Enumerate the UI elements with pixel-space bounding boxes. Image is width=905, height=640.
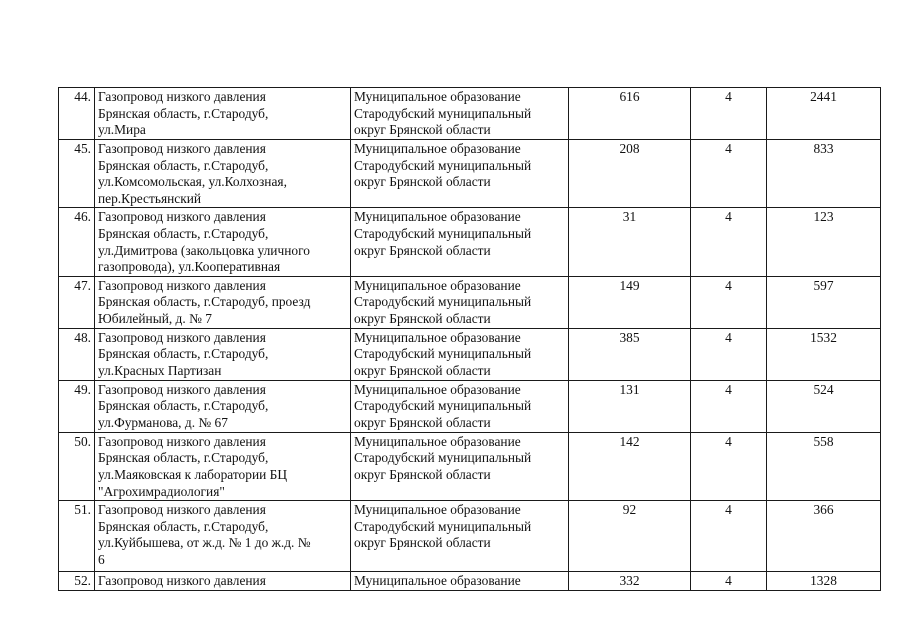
owner-line: округ Брянской области <box>354 174 491 190</box>
row-number: 46. <box>74 209 91 225</box>
row-number-cell <box>59 432 95 500</box>
object-name-cell <box>95 208 351 276</box>
diameter-value: 4 <box>725 89 732 104</box>
length-cell <box>569 501 691 572</box>
owner-line: округ Брянской области <box>354 535 491 551</box>
owner-line: Муниципальное образование <box>354 329 521 345</box>
length-cell <box>569 432 691 500</box>
area-cell <box>767 276 881 328</box>
length-value: 616 <box>619 89 640 104</box>
row-number-cell <box>59 140 95 208</box>
diameter-cell <box>691 501 767 572</box>
table-body <box>59 88 881 591</box>
object-name-line: "Агрохимрадиология" <box>98 483 225 499</box>
area-value: 366 <box>813 502 834 518</box>
length-value: 142 <box>619 433 640 449</box>
owner-cell <box>351 501 569 572</box>
row-number: 45. <box>74 141 91 156</box>
area-value: 597 <box>813 277 834 293</box>
diameter-cell <box>691 328 767 380</box>
row-number-cell <box>59 572 95 591</box>
object-name-line: ул.Красных Партизан <box>98 362 222 378</box>
object-name-line: газопровода), ул.Кооперативная <box>98 259 281 275</box>
owner-line: Муниципальное образование <box>354 573 521 589</box>
diameter-value: 4 <box>725 141 732 156</box>
owner-line: округ Брянской области <box>354 122 491 138</box>
owner-line: Муниципальное образование <box>354 381 521 397</box>
object-name-line: Газопровод низкого давления <box>98 381 266 397</box>
object-name-line: Газопровод низкого давления <box>98 141 266 156</box>
row-number-cell <box>59 328 95 380</box>
area-cell <box>767 208 881 276</box>
row-number: 49. <box>74 381 91 397</box>
row-number-cell <box>59 276 95 328</box>
object-name-line: Газопровод низкого давления <box>98 277 266 293</box>
length-cell <box>569 276 691 328</box>
row-number-cell <box>59 380 95 432</box>
row-number: 52. <box>74 573 91 589</box>
row-number: 50. <box>74 433 91 449</box>
owner-line: Стародубский муниципальный <box>354 450 532 466</box>
owner-line: Стародубский муниципальный <box>354 346 532 362</box>
row-number-cell <box>59 208 95 276</box>
owner-line: округ Брянской области <box>354 466 491 482</box>
owner-line: округ Брянской области <box>354 242 491 258</box>
object-name-cell <box>95 328 351 380</box>
object-name-cell <box>95 432 351 500</box>
owner-line: Муниципальное образование <box>354 141 521 156</box>
area-value: 2441 <box>810 89 837 104</box>
diameter-cell <box>691 140 767 208</box>
length-value: 332 <box>619 573 640 589</box>
length-cell <box>569 380 691 432</box>
object-name-line: ул.Фурманова, д. № 67 <box>98 414 228 430</box>
owner-cell <box>351 88 569 140</box>
object-name-line: Газопровод низкого давления <box>98 502 266 518</box>
area-cell <box>767 88 881 140</box>
gas-pipeline-registry-table <box>58 87 881 591</box>
diameter-cell <box>691 276 767 328</box>
row-number: 48. <box>74 329 91 345</box>
area-cell <box>767 432 881 500</box>
owner-line: Стародубский муниципальный <box>354 157 532 173</box>
object-name-line: ул.Маяковская к лаборатории БЦ <box>98 466 287 482</box>
object-name-cell <box>95 140 351 208</box>
area-value: 524 <box>813 381 834 397</box>
table-row <box>59 432 881 500</box>
owner-line: округ Брянской области <box>354 414 491 430</box>
object-name-cell <box>95 572 351 591</box>
row-number: 47. <box>74 277 91 293</box>
area-cell <box>767 140 881 208</box>
diameter-value: 4 <box>725 277 732 293</box>
table-row <box>59 208 881 276</box>
object-name-cell <box>95 88 351 140</box>
owner-cell <box>351 572 569 591</box>
owner-line: округ Брянской области <box>354 310 491 326</box>
object-name-line: Брянская область, г.Стародуб, <box>98 105 269 121</box>
diameter-value: 4 <box>725 433 732 449</box>
object-name-line: ул.Димитрова (закольцовка уличного <box>98 242 310 258</box>
object-name-line: Брянская область, г.Стародуб, <box>98 450 269 466</box>
diameter-cell <box>691 572 767 591</box>
length-value: 208 <box>619 141 640 156</box>
table-row <box>59 501 881 572</box>
owner-line: округ Брянской области <box>354 362 491 378</box>
object-name-cell <box>95 380 351 432</box>
object-name-line: Брянская область, г.Стародуб, <box>98 225 269 241</box>
owner-cell <box>351 208 569 276</box>
owner-line: Муниципальное образование <box>354 433 521 449</box>
object-name-line: Брянская область, г.Стародуб, <box>98 518 269 534</box>
diameter-cell <box>691 208 767 276</box>
owner-cell <box>351 140 569 208</box>
area-cell <box>767 328 881 380</box>
object-name-line: пер.Крестьянский <box>98 190 202 206</box>
length-cell <box>569 328 691 380</box>
object-name-line: Газопровод низкого давления <box>98 329 266 345</box>
area-value: 1328 <box>810 573 837 589</box>
table-row <box>59 88 881 140</box>
object-name-line: Брянская область, г.Стародуб, <box>98 398 269 414</box>
length-cell <box>569 88 691 140</box>
object-name-cell <box>95 501 351 572</box>
area-cell <box>767 501 881 572</box>
row-number: 44. <box>74 89 91 104</box>
table-row <box>59 328 881 380</box>
object-name-line: Юбилейный, д. № 7 <box>98 310 212 326</box>
length-value: 385 <box>619 329 640 345</box>
object-name-line: Брянская область, г.Стародуб, <box>98 157 269 173</box>
owner-line: Муниципальное образование <box>354 502 521 518</box>
length-value: 92 <box>622 502 637 518</box>
length-cell <box>569 208 691 276</box>
row-number-cell <box>59 88 95 140</box>
object-name-line: ул.Куйбышева, от ж.д. № 1 до ж.д. № <box>98 535 311 551</box>
area-value: 1532 <box>810 329 837 345</box>
owner-line: Стародубский муниципальный <box>354 518 532 534</box>
object-name-line: Газопровод низкого давления <box>98 573 266 589</box>
diameter-cell <box>691 432 767 500</box>
object-name-line: 6 <box>98 551 105 567</box>
owner-cell <box>351 380 569 432</box>
owner-line: Стародубский муниципальный <box>354 398 532 414</box>
owner-line: Стародубский муниципальный <box>354 105 532 121</box>
owner-line: Муниципальное образование <box>354 277 521 293</box>
object-name-cell <box>95 276 351 328</box>
diameter-value: 4 <box>725 573 732 589</box>
object-name-line: Брянская область, г.Стародуб, <box>98 346 269 362</box>
area-value: 833 <box>813 141 834 156</box>
area-cell <box>767 380 881 432</box>
object-name-line: Газопровод низкого давления <box>98 433 266 449</box>
diameter-cell <box>691 380 767 432</box>
row-number: 51. <box>74 502 91 518</box>
area-value: 558 <box>813 433 834 449</box>
diameter-value: 4 <box>725 381 732 397</box>
diameter-cell <box>691 88 767 140</box>
table-row <box>59 572 881 591</box>
length-cell <box>569 572 691 591</box>
object-name-line: Газопровод низкого давления <box>98 89 266 104</box>
owner-cell <box>351 328 569 380</box>
diameter-value: 4 <box>725 502 732 518</box>
object-name-line: Газопровод низкого давления <box>98 209 266 225</box>
object-name-line: ул.Комсомольская, ул.Колхозная, <box>98 174 287 190</box>
diameter-value: 4 <box>725 329 732 345</box>
table-row <box>59 380 881 432</box>
length-value: 149 <box>619 277 640 293</box>
object-name-line: Брянская область, г.Стародуб, проезд <box>98 294 311 310</box>
length-value: 31 <box>622 209 637 225</box>
owner-line: Стародубский муниципальный <box>354 294 532 310</box>
object-name-line: ул.Мира <box>98 122 146 138</box>
table-row <box>59 140 881 208</box>
area-value: 123 <box>813 209 834 225</box>
owner-cell <box>351 276 569 328</box>
owner-line: Муниципальное образование <box>354 209 521 225</box>
diameter-value: 4 <box>725 209 732 225</box>
area-cell <box>767 572 881 591</box>
table-row <box>59 276 881 328</box>
owner-cell <box>351 432 569 500</box>
length-cell <box>569 140 691 208</box>
owner-line: Стародубский муниципальный <box>354 225 532 241</box>
length-value: 131 <box>619 381 640 397</box>
row-number-cell <box>59 501 95 572</box>
owner-line: Муниципальное образование <box>354 89 521 104</box>
